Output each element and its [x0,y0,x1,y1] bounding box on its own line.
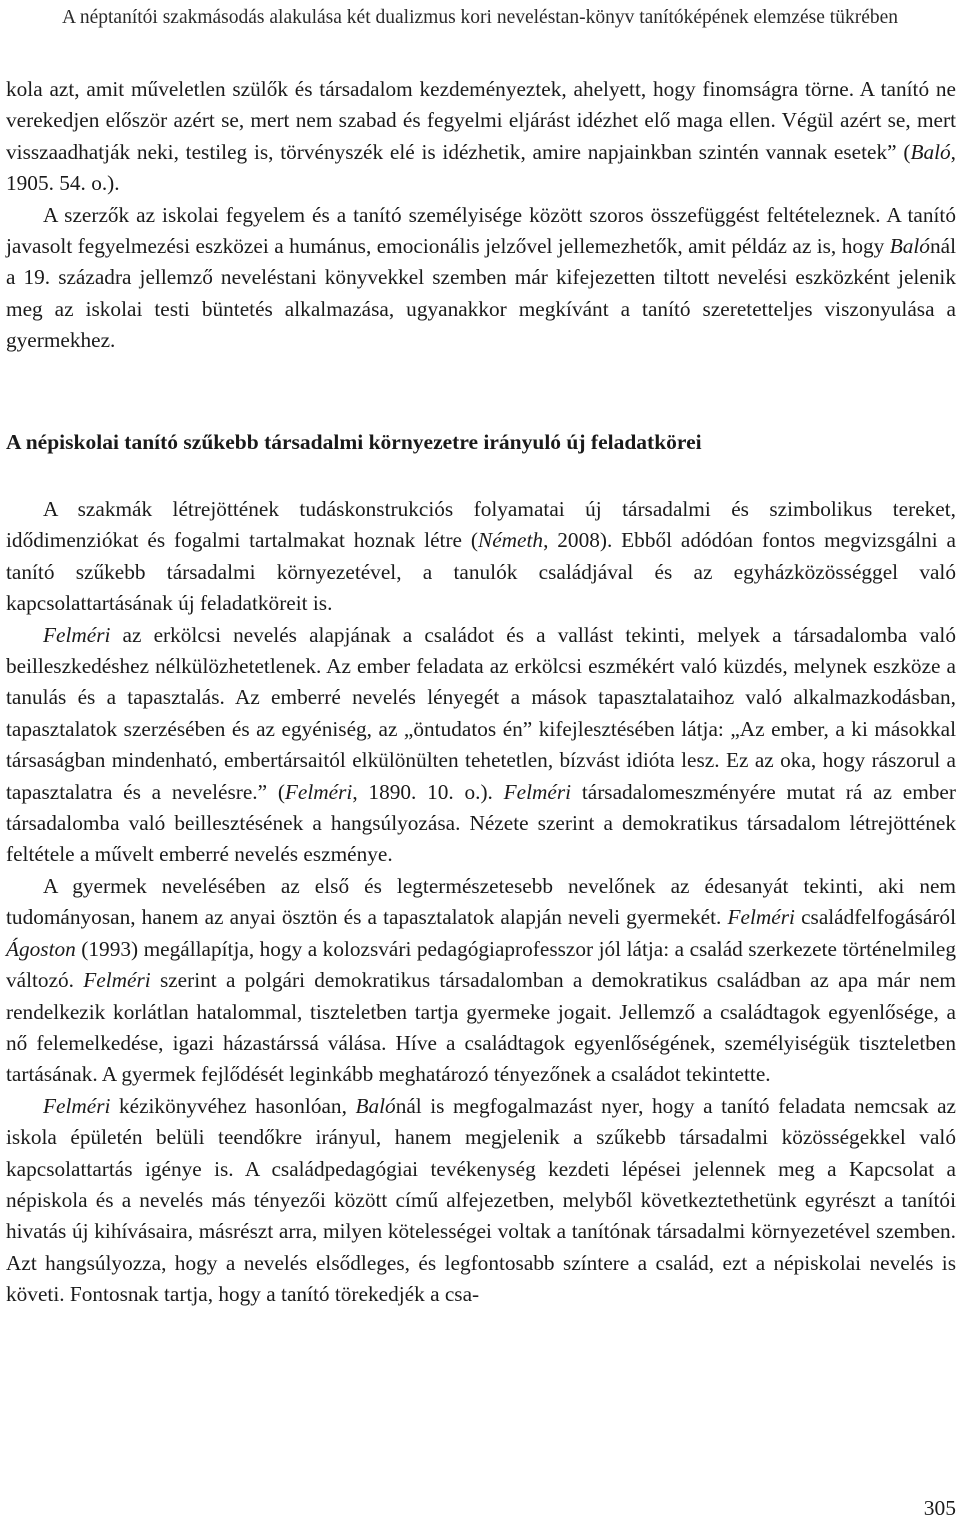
text-run: , 1905. 54. o.). [6,139,956,196]
citation-author: Baló [910,139,951,164]
page-number: 305 [923,1496,956,1520]
citation-author: Felméri [284,779,353,804]
author-name: Baló [355,1093,396,1118]
author-name: Felméri [83,968,151,993]
author-name: Baló [889,234,930,259]
text-run: (1993) megállapítja, hogy a kolozsvári pedagógiaprofesszor jól látja: a család szerkezete történelmileg változó. [6,936,956,993]
section-heading: A népiskolai tanító szűkebb társadalmi környezetre irányuló új feladatkörei [6,430,702,454]
body-text-block-1 [6,74,956,357]
text-run: az erkölcsi nevelés alapjának a családot és a vallást tekinti, melyek a társadalomba való beilleszkedéshez nélkülözhetetlenek. Az ember feladata az erkölcsi eszmékért való küzdés, melynek eszköze a tanulás és a tapasztalás. Az emberré nevelés lényegét a mások tapasztalataihoz való alkalmazkodásban, tapasztalatok szerzésében és az egyéniség, az „öntudatos én” kifejlesztésében látja: „Az ember, a ki másokkal társaságban mindenható, embertársaitól elkülönülten tehetetlen, bízvást idióta lesz. Ez az oka, hogy rászorul a tapasztalatra és a nevelésre.” ( [6,622,956,804]
paragraph [6,871,956,1091]
author-name: Felméri [503,779,572,804]
text-run: társadalomeszményére mutat rá az ember társadalomba való beillesztésének a hangsúlyozása. Nézete szerint a demokratikus társadalom létrejöttének feltétele a művelt emberré nevelés eszménye. [6,779,956,867]
text-run: nál a 19. századra jellemző neveléstani könyvekkel szemben már kifejezetten tiltott nevelési eszközként jelenik meg az iskolai testi büntetés alkalmazása, ugyanakkor megkívánt a tanító szeretetteljes viszonyulása a gyermekhez. [6,234,956,353]
paragraph [6,1091,956,1311]
text-run: kola azt, amit műveletlen szülők és társadalom kezdeményeztek, ahelyett, hogy finomságra törne. A tanító ne verekedjen először azért se, mert nem szabad és fegyelmi eljárást idézhet elő maga ellen. Végül azért se, mert visszaadhatják neki, testileg is, törvényszék elé is idézhetik, amire napjainkban szintén vannak esetek” ( [6,77,956,164]
paragraph [6,494,956,620]
paragraph [6,74,956,200]
text-run: A szerzők az iskolai fegyelem és a tanító személyisége között szoros összefüggést feltételeznek. A tanító javasolt fegyelmezési eszközei a humánus, emocionális jelzővel jellemezhetők, amit példáz az is, hogy [6,202,956,259]
text-run: A szakmák létrejöttének tudáskonstrukciós folyamatai új társadalmi és szimbolikus tereket, idődimenziókat és fogalmi tartalmakat hoznak létre ( [6,497,956,553]
author-name: Ágoston [6,936,76,961]
text-run: szerint a polgári demokratikus társadalomban a demokratikus családban az apa már nem rendelkezik korlátlan hatalommal, tiszteletben tartja gyermeke jogait. Jellemző a családtagok egyenlősége, a nő felemelkedése, igazi házastárssá válása. Híve a családtagok egyenlőségének, személyiségük tiszteletben tartásának. A gyermek fejlődését leginkább meghatározó tényezőnek a családot tekintette. [6,968,956,1087]
text-run: , 1890. 10. o.). [352,779,504,804]
text-run: családfelfogásáról [794,905,956,930]
text-run: nál is megfogalmazást nyer, hogy a tanító feladata nemcsak az iskola épületén belüli teendőkre irányul, hanem megjelenik a szűkebb társadalmi közösségekkel való kapcsolattartás igénye is. A családpedagógiai tevékenység kezdeti lépései jelennek meg a Kapcsolat a népiskola és a nevelés más tényezői között című alfejezetben, melyből következtethetünk egyrészt a tanítói hivatás új kihívásaira, másrészt arra, milyen kötelességei voltak a tanítónak társadalmi környezetével szemben. Azt hangsúlyozza, hogy a nevelés elsődleges, és legfontosabb színtere a család, ezt a népiskolai nevelés is követi. Fontosnak tartja, hogy a tanító törekedjék a csa- [6,1093,956,1307]
author-name: Felméri [727,905,795,930]
running-header: A néptanítói szakmásodás alakulása két dualizmus kori neveléstan-könyv tanítóképének elemzése tükrében [61,7,899,28]
paragraph [6,200,956,357]
body-text-block-2 [6,494,956,1311]
author-name: Felméri [43,1093,111,1118]
text-run: A gyermek nevelésében az első és legtermészetesebb nevelőnek az édesanyát tekinti, aki nem tudományosan, hanem az anyai ösztön és a tapasztalatok alapján neveli gyermekét. [6,873,956,930]
paragraph [6,620,956,871]
text-run: , 2008). Ebből adódóan fontos megvizsgálni a tanító szűkebb társadalmi környezetével, a tanulók családjával és az egyházközösséggel való kapcsolattartásának új feladatköreit is. [6,528,956,616]
author-name: Felméri [43,622,111,647]
text-run: kézikönyvéhez hasonlóan, [110,1093,356,1118]
citation-author: Németh [478,528,544,553]
